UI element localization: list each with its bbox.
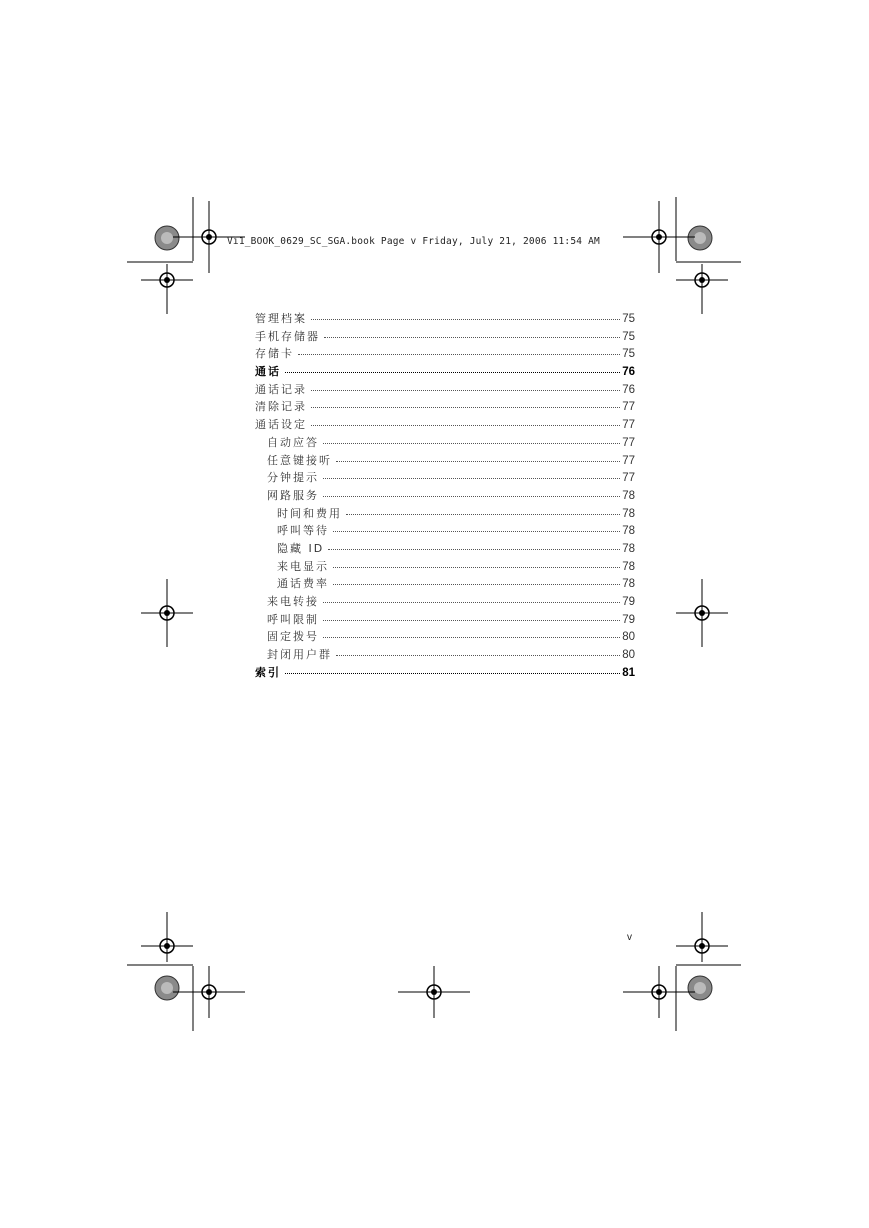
toc-entry-title: 封闭用户群 [267,648,332,662]
table-of-contents [255,310,635,681]
toc-entry [255,363,635,381]
color-star-target-icon [688,976,712,1000]
toc-entry-page: 79 [622,613,635,626]
dot-leader [324,333,620,338]
toc-entry-title: 通话 [255,365,281,379]
dot-leader [333,563,620,568]
toc-entry-page: 75 [622,313,635,325]
registration-mark-icon [398,966,470,1018]
toc-entry [255,628,635,646]
toc-entry [255,381,635,399]
toc-entry [255,345,635,363]
color-star-target-icon [155,226,179,250]
toc-entry-title: 分钟提示 [267,471,319,485]
toc-entry-page: 77 [622,436,635,449]
dot-leader [323,492,620,497]
toc-entry-page: 75 [622,348,635,361]
page-number: v [627,932,632,943]
dot-leader [323,439,620,444]
color-star-target-icon [155,976,179,1000]
toc-entry-page: 78 [622,560,635,573]
toc-entry-page: 78 [622,578,635,591]
registration-mark-icon [141,579,193,647]
toc-entry [255,611,635,629]
toc-entry-title: 时间和费用 [277,506,342,520]
toc-entry-page: 77 [622,472,635,485]
toc-entry [255,310,635,328]
toc-entry-title: 存储卡 [255,347,294,361]
toc-entry-title: 来电显示 [277,559,329,573]
toc-entry-title: 通话费率 [277,577,329,591]
toc-entry-page: 80 [622,649,635,662]
dot-leader [311,403,620,408]
registration-mark-icon [676,912,728,962]
dot-leader [328,545,620,550]
toc-entry-page: 78 [622,507,635,520]
dot-leader [346,510,620,515]
dot-leader [323,616,620,621]
dot-leader [323,633,620,638]
dot-leader [285,669,620,674]
toc-entry-page: 81 [622,666,635,679]
toc-entry [255,575,635,593]
registration-mark-icon [623,966,695,1018]
dot-leader [323,474,620,479]
toc-entry-title: 索引 [255,665,281,679]
dot-leader [311,421,620,426]
toc-entry-title: 清除记录 [255,400,307,414]
toc-entry-title: 通话设定 [255,418,307,432]
dot-leader [333,527,620,532]
toc-entry-title: 网路服务 [267,488,319,502]
dot-leader [285,368,620,373]
toc-entry [255,416,635,434]
registration-mark-icon [141,912,193,962]
toc-entry-page: 77 [622,419,635,432]
toc-entry-title: 手机存储器 [255,329,320,343]
toc-entry-title: 来电转接 [267,595,319,608]
toc-entry-page: 78 [622,542,635,555]
toc-entry-page: 76 [622,383,635,396]
dot-leader [336,457,620,462]
toc-entry-title: 管理档案 [255,312,307,325]
registration-mark-icon [173,966,245,1018]
toc-entry [255,452,635,470]
toc-entry-title: 通话记录 [255,382,307,396]
toc-entry [255,646,635,664]
toc-entry [255,505,635,523]
dot-leader [311,315,620,320]
toc-entry [255,540,635,558]
toc-entry-page: 79 [622,596,635,608]
toc-entry-title: 固定拨号 [267,630,319,644]
toc-entry [255,487,635,505]
toc-entry-page: 78 [622,525,635,538]
toc-entry [255,469,635,487]
toc-entry [255,398,635,416]
dot-leader [311,386,620,391]
toc-entry-title: 呼叫等待 [277,524,329,538]
toc-entry [255,664,635,682]
dot-leader [298,350,620,355]
toc-entry-page: 77 [622,401,635,414]
toc-entry [255,522,635,540]
toc-entry [255,593,635,611]
toc-entry-page: 78 [622,489,635,502]
dot-leader [336,651,620,656]
toc-entry-title: 自动应答 [267,435,319,449]
registration-mark-icon [676,264,728,314]
toc-entry-page: 76 [622,366,635,379]
print-slug: Vi1_BOOK_0629_SC_SGA.book Page v Friday, July 21, 2006 11:54 AM [227,236,600,247]
dot-leader [333,580,620,585]
toc-entry-title: 任意键接听 [267,453,332,467]
registration-mark-icon [676,579,728,647]
toc-entry [255,328,635,346]
color-star-target-icon [688,226,712,250]
dot-leader [323,598,620,603]
toc-entry [255,434,635,452]
toc-entry-title: 呼叫限制 [267,612,319,626]
toc-entry-page: 77 [622,454,635,467]
toc-entry-page: 75 [622,330,635,343]
registration-mark-icon [141,264,193,314]
toc-entry-title: 隐藏 ID [277,541,325,555]
toc-entry-page: 80 [622,631,635,644]
toc-entry [255,558,635,576]
